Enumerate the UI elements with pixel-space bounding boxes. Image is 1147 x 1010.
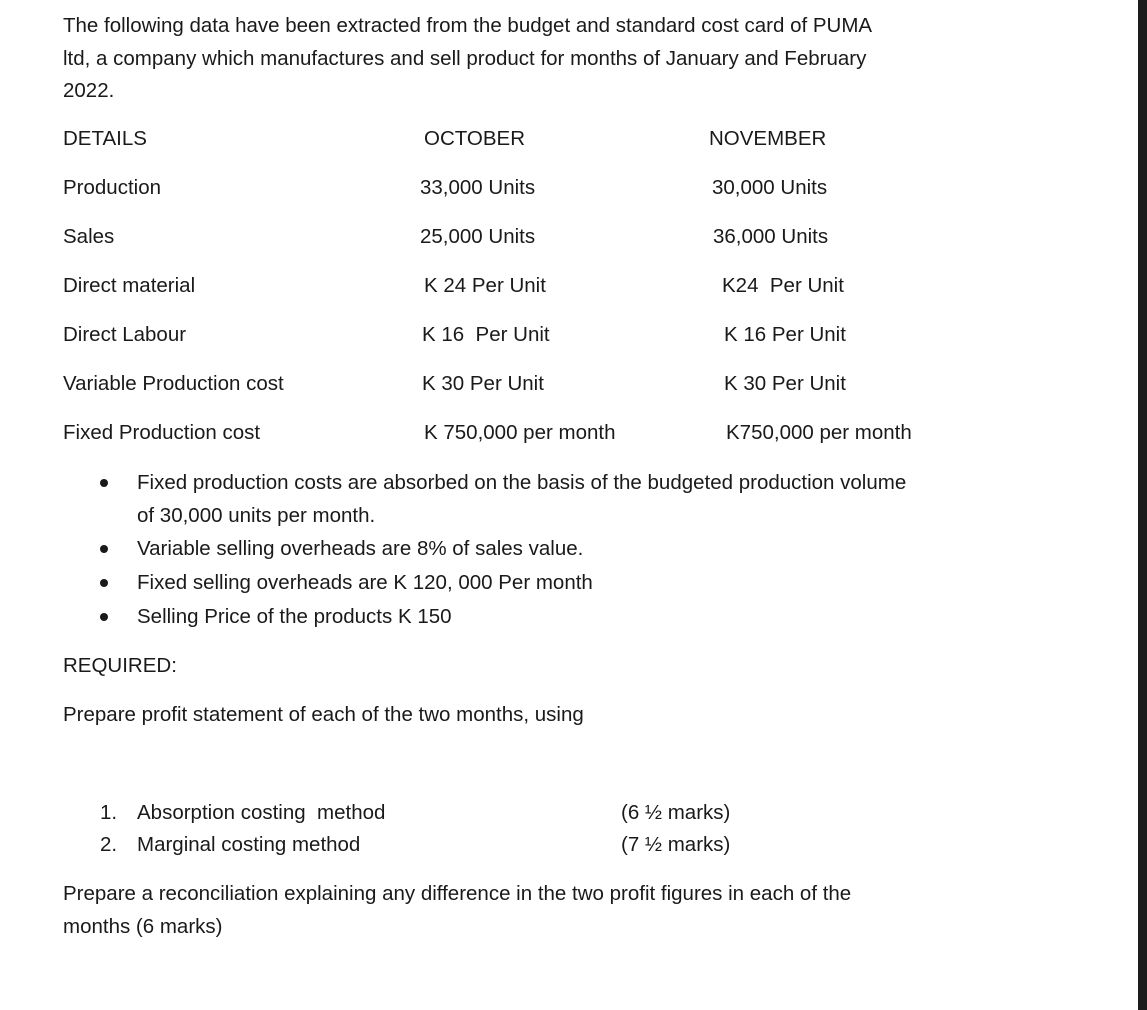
cell-october-fixed-production-cost: K 750,000 per month — [424, 421, 616, 444]
row-label-fixed-production-cost: Fixed Production cost — [63, 421, 261, 444]
note-variable-selling-overheads: Variable selling overheads are 8% of sales value. — [137, 537, 584, 560]
required-item-number: 1. — [100, 801, 118, 824]
cell-october-direct-material: K 24 Per Unit — [424, 274, 546, 297]
required-item-number: 2. — [100, 833, 118, 856]
row-label-direct-labour: Direct Labour — [63, 323, 187, 346]
bullet-icon — [100, 479, 108, 487]
column-header-november: NOVEMBER — [709, 127, 827, 150]
row-label-sales: Sales — [63, 225, 115, 248]
cell-october-direct-labour: K 16 Per Unit — [422, 323, 550, 346]
intro-paragraph — [63, 10, 983, 108]
row-label-variable-production-cost: Variable Production cost — [63, 372, 284, 395]
intro-line: The following data have been extracted from the budget and standard cost card of PUMA — [63, 14, 873, 37]
required-item-marks: (7 ½ marks) — [621, 833, 731, 856]
row-label-direct-material: Direct material — [63, 274, 196, 297]
intro-line: ltd, a company which manufactures and sell product for months of January and February — [63, 46, 867, 70]
bullet-icon — [100, 579, 108, 587]
bullet-icon — [100, 613, 108, 621]
cell-november-direct-material: K24 Per Unit — [722, 274, 844, 297]
cell-november-direct-labour: K 16 Per Unit — [724, 323, 846, 346]
cell-october-sales: 25,000 Units — [420, 225, 536, 248]
cell-november-production: 30,000 Units — [712, 176, 828, 199]
window-edge-divider — [1138, 0, 1147, 1010]
required-instruction: Prepare profit statement of each of the two months, using — [63, 703, 584, 726]
row-label-production: Production — [63, 176, 162, 199]
cell-november-sales: 36,000 Units — [713, 225, 829, 248]
intro-line: 2022. — [63, 79, 115, 102]
required-item-absorption-costing: Absorption costing method — [137, 801, 386, 824]
note-fixed-absorption-line1: Fixed production costs are absorbed on the basis of the budgeted production volume — [137, 471, 907, 494]
cell-october-variable-production-cost: K 30 Per Unit — [422, 372, 544, 395]
note-selling-price: Selling Price of the products K 150 — [137, 605, 452, 628]
column-header-october: OCTOBER — [424, 127, 525, 150]
note-fixed-absorption-line2: of 30,000 units per month. — [137, 504, 376, 527]
cell-october-production: 33,000 Units — [420, 176, 536, 199]
reconciliation-line: Prepare a reconciliation explaining any difference in the two profit figures in each of the — [63, 882, 852, 905]
cell-november-variable-production-cost: K 30 Per Unit — [724, 372, 846, 395]
required-item-marks: (6 ½ marks) — [621, 801, 731, 824]
column-header-details: DETAILS — [63, 127, 147, 150]
required-item-marginal-costing: Marginal costing method — [137, 833, 361, 856]
cell-november-fixed-production-cost: K750,000 per month — [726, 421, 912, 444]
note-fixed-selling-overheads: Fixed selling overheads are K 120, 000 Per month — [137, 571, 593, 594]
required-heading: REQUIRED: — [63, 654, 177, 677]
bullet-icon — [100, 545, 108, 553]
reconciliation-line: months (6 marks) — [63, 915, 223, 938]
